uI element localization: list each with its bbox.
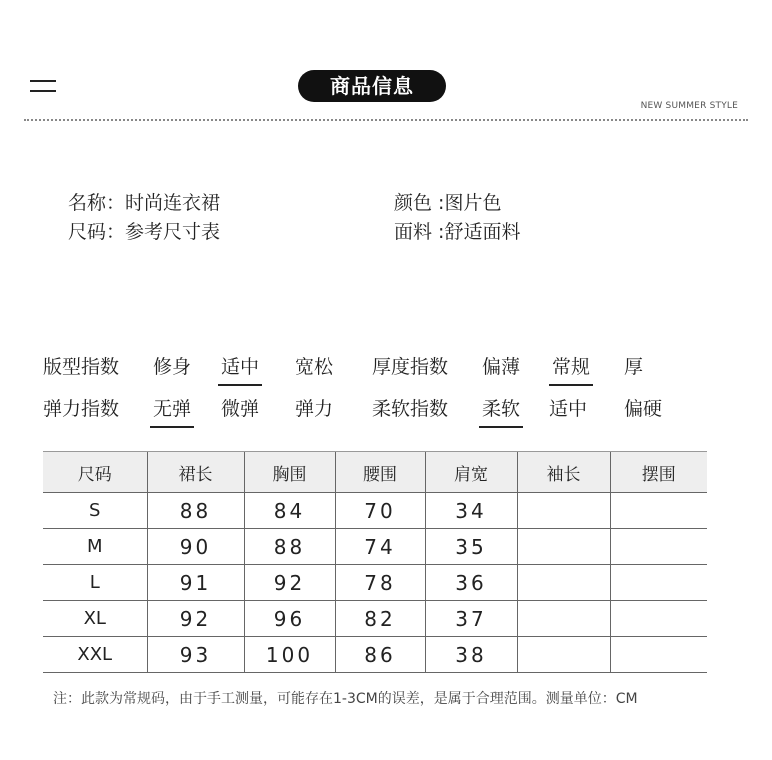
header-length: 裙长 <box>147 452 244 493</box>
cell-sleeve <box>517 493 610 529</box>
thickness-index-label: 厚度指数 <box>372 356 449 378</box>
info-size <box>68 217 220 244</box>
cell-size: L <box>43 565 147 601</box>
header-sleeve: 袖长 <box>517 452 610 493</box>
cell-waist: 86 <box>335 637 425 673</box>
cell-hem <box>610 565 707 601</box>
cell-sleeve <box>517 601 610 637</box>
cell-shoulder: 38 <box>425 637 517 673</box>
cell-size: S <box>43 493 147 529</box>
thickness-option-thick: 厚 <box>624 356 644 378</box>
cell-hem <box>610 529 707 565</box>
fit-option-loose: 宽松 <box>295 356 334 378</box>
cell-length: 91 <box>147 565 244 601</box>
elasticity-option-stretch: 弹力 <box>295 398 334 420</box>
fit-option-regular-selected: 适中 <box>221 352 259 379</box>
cell-waist: 74 <box>335 529 425 565</box>
info-size-label: 尺码： <box>68 221 126 243</box>
cell-shoulder: 36 <box>425 565 517 601</box>
fit-index-label: 版型指数 <box>43 356 120 378</box>
cell-waist: 70 <box>335 493 425 529</box>
dotted-divider <box>24 119 748 121</box>
measurement-note: 注：此款为常规码，由于手工测量，可能存在1-3CM的误差，是属于合理范围。测量单位：CM <box>53 691 638 707</box>
cell-bust: 92 <box>244 565 335 601</box>
header-size: 尺码 <box>43 452 147 493</box>
cell-sleeve <box>517 529 610 565</box>
info-name-value: 时尚连衣裙 <box>125 192 221 214</box>
cell-bust: 96 <box>244 601 335 637</box>
cell-bust: 84 <box>244 493 335 529</box>
info-fabric <box>394 217 520 244</box>
table-row <box>43 493 707 529</box>
thickness-option-normal-selected: 常规 <box>552 352 590 379</box>
cell-hem <box>610 493 707 529</box>
cell-bust: 100 <box>244 637 335 673</box>
info-color-label: 颜色 : <box>394 192 445 214</box>
info-color <box>394 188 501 215</box>
cell-shoulder: 35 <box>425 529 517 565</box>
size-table <box>43 451 707 673</box>
softness-index-label: 柔软指数 <box>372 398 449 420</box>
table-row <box>43 637 707 673</box>
header-hem: 摆围 <box>610 452 707 493</box>
cell-hem <box>610 601 707 637</box>
info-fabric-label: 面料 : <box>394 221 445 243</box>
info-name-label: 名称： <box>68 192 126 214</box>
section-title: 商品信息 <box>298 70 446 102</box>
elasticity-index-label: 弹力指数 <box>43 398 120 420</box>
cell-sleeve <box>517 637 610 673</box>
thickness-option-thin: 偏薄 <box>482 356 521 378</box>
cell-length: 88 <box>147 493 244 529</box>
table-row <box>43 529 707 565</box>
fit-option-slim: 修身 <box>153 356 192 378</box>
header-shoulder: 肩宽 <box>425 452 517 493</box>
header-bust: 胸围 <box>244 452 335 493</box>
softness-option-medium: 适中 <box>549 398 588 420</box>
elasticity-option-none-selected: 无弹 <box>153 394 191 421</box>
cell-length: 90 <box>147 529 244 565</box>
cell-size: XXL <box>43 637 147 673</box>
info-fabric-value: 舒适面料 <box>444 221 521 243</box>
section-subtitle: NEW SUMMER STYLE <box>640 101 738 111</box>
cell-waist: 78 <box>335 565 425 601</box>
cell-sleeve <box>517 565 610 601</box>
table-row <box>43 601 707 637</box>
softness-option-hard: 偏硬 <box>624 398 663 420</box>
softness-option-soft-selected: 柔软 <box>482 394 520 421</box>
elasticity-option-slight: 微弹 <box>221 398 260 420</box>
info-name <box>68 188 220 215</box>
cell-shoulder: 34 <box>425 493 517 529</box>
cell-length: 92 <box>147 601 244 637</box>
cell-length: 93 <box>147 637 244 673</box>
cell-shoulder: 37 <box>425 601 517 637</box>
cell-waist: 82 <box>335 601 425 637</box>
menu-icon[interactable] <box>30 80 56 92</box>
info-color-value: 图片色 <box>444 192 502 214</box>
table-row <box>43 565 707 601</box>
cell-bust: 88 <box>244 529 335 565</box>
cell-hem <box>610 637 707 673</box>
size-table-header <box>43 452 707 493</box>
header-waist: 腰围 <box>335 452 425 493</box>
info-size-value: 参考尺寸表 <box>125 221 221 243</box>
cell-size: M <box>43 529 147 565</box>
cell-size: XL <box>43 601 147 637</box>
